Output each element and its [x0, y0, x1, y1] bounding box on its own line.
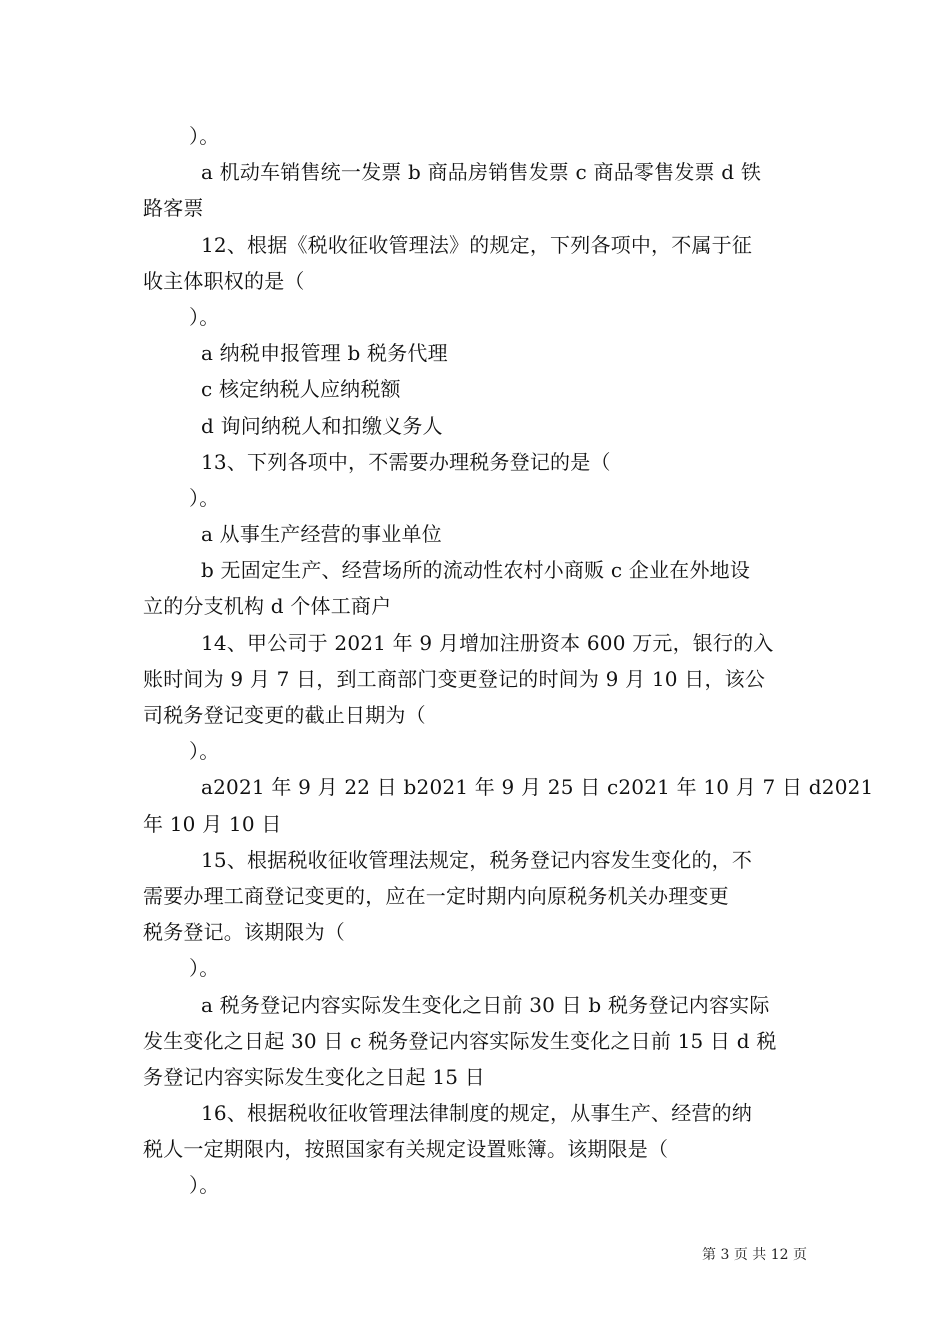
text-line: 税人一定期限内，按照国家有关规定设置账簿。该期限是（ — [143, 1137, 669, 1162]
page-number-footer: 第 3 页 共 12 页 — [702, 1247, 807, 1263]
question-13-text: 13、下列各项中，不需要办理税务登记的是（ — [201, 449, 611, 474]
question-16-text: 16、根据税收征收管理法律制度的规定，从事生产、经营的纳 — [201, 1101, 753, 1126]
option-line: a 从事生产经营的事业单位 — [201, 522, 442, 547]
option-line: b 无固定生产、经营场所的流动性农村小商贩 c 企业在外地设 — [201, 558, 751, 583]
text-line: 司税务登记变更的截止日期为（ — [143, 703, 426, 727]
option-line: a2021 年 9 月 22 日 b2021 年 9 月 25 日 c2021 年 10 月 7 日 d2021 — [201, 775, 874, 800]
text-line: ）。 — [189, 485, 220, 510]
text-line: ）。 — [189, 1173, 220, 1198]
question-15-text: 15、根据税收征收管理法规定，税务登记内容发生变化的，不 — [201, 847, 753, 872]
document-body — [143, 118, 874, 1204]
option-line: a 税务登记内容实际发生变化之日前 30 日 b 税务登记内容实际 — [201, 992, 770, 1017]
text-line: 路客票 — [143, 196, 204, 221]
text-line: 立的分支机构 d 个体工商户 — [143, 594, 392, 619]
text-line: 账时间为 9 月 7 日，到工商部门变更登记的时间为 9 月 10 日，该公 — [143, 666, 766, 691]
text-line: 收主体职权的是（ — [143, 268, 305, 293]
text-line: 税务登记。该期限为（ — [143, 920, 345, 945]
text-line: ）。 — [189, 956, 220, 981]
option-line: c 核定纳税人应纳税额 — [201, 377, 401, 402]
text-line: a 机动车销售统一发票 b 商品房销售发票 c 商品零售发票 d 铁 — [201, 160, 762, 185]
text-line: ）。 — [189, 124, 220, 148]
question-12-text: 12、根据《税收征收管理法》的规定，下列各项中，不属于征 — [201, 232, 753, 257]
text-line: 发生变化之日起 30 日 c 税务登记内容实际发生变化之日前 15 日 d 税 — [143, 1028, 777, 1053]
text-line: 务登记内容实际发生变化之日起 15 日 — [143, 1064, 485, 1089]
text-line: ）。 — [189, 304, 220, 329]
option-line: d 询问纳税人和扣缴义务人 — [201, 413, 443, 438]
text-line: ）。 — [189, 739, 220, 764]
text-line: 年 10 月 10 日 — [143, 811, 282, 836]
option-line: a 纳税申报管理 b 税务代理 — [201, 341, 448, 366]
text-line: 需要办理工商登记变更的，应在一定时期内向原税务机关办理变更 — [143, 883, 729, 908]
question-14-text: 14、甲公司于 2021 年 9 月增加注册资本 600 万元，银行的入 — [201, 630, 774, 655]
